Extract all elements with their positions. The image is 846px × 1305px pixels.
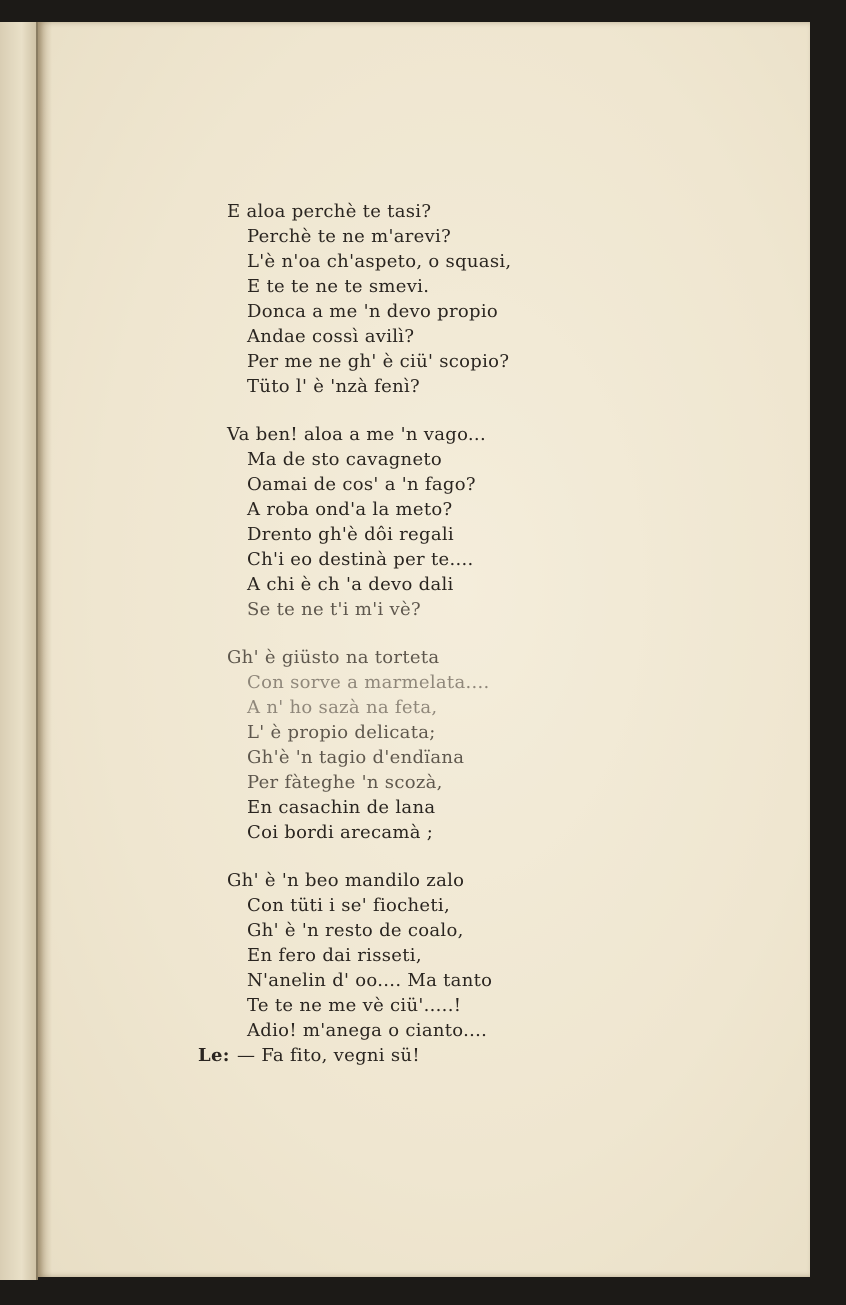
poem-line: Drento gh'è dôi regali [247,524,454,545]
poem-line: Ch'i eo destinà per te.... [247,549,474,570]
poem-line: Tüto l' è 'nzà fenì? [247,376,420,397]
poem-line: Per me ne gh' è ciü' scopio? [247,351,510,372]
poem-line: A n' ho sazà na feta, [247,697,438,718]
poem-line: Con tüti i se' fiocheti, [247,895,450,916]
poem-line: A roba ond'a la meto? [247,499,453,520]
poem-line: En fero dai risseti, [247,945,422,966]
speaker-label: Le: [198,1045,230,1066]
gutter-shadow [38,22,52,1277]
poem-line: Perchè te ne m'arevi? [247,226,452,247]
poem-line: Donca a me 'n devo propio [247,301,499,322]
poem-line: Gh' è giüsto na torteta [227,647,440,668]
poem-line: Gh'è 'n tagio d'endïana [247,747,465,768]
poem-line: Gh' è 'n resto de coalo, [247,920,464,941]
book-page [38,22,810,1277]
poem-line: Andae cossì avilì? [247,326,415,347]
poem-line: Ma de sto cavagneto [247,449,443,470]
poem-line: Adio! m'anega o cianto.... [247,1020,488,1041]
poem-line: Va ben! aloa a me 'n vago... [227,424,486,445]
poem-line: Con sorve a marmelata.... [247,672,490,693]
poem-line: E aloa perchè te tasi? [227,201,432,222]
poem-line: Te te ne me vè ciü'.....! [247,995,462,1016]
poem-line: Se te ne t'i m'i vè? [247,599,421,620]
poem-line: Gh' è 'n beo mandilo zalo [227,870,465,891]
poem-line: N'anelin d' oo.... Ma tanto [247,970,493,991]
poem-line: — Fa fito, vegni sü! [237,1045,420,1066]
poem-line: L'è n'oa ch'aspeto, o squasi, [247,251,512,272]
poem-line: A chi è ch 'a devo dali [247,574,454,595]
poem-line: E te te ne te smevi. [247,276,430,297]
poem-line: L' è propio delicata; [247,722,436,743]
poem-line: Coi bordi arecamà ; [247,822,434,843]
poem-line: En casachin de lana [247,797,436,818]
poem-line: Oamai de cos' a 'n fago? [247,474,476,495]
poem-line: Per fàteghe 'n scozà, [247,772,443,793]
left-page-edge [0,22,38,1280]
